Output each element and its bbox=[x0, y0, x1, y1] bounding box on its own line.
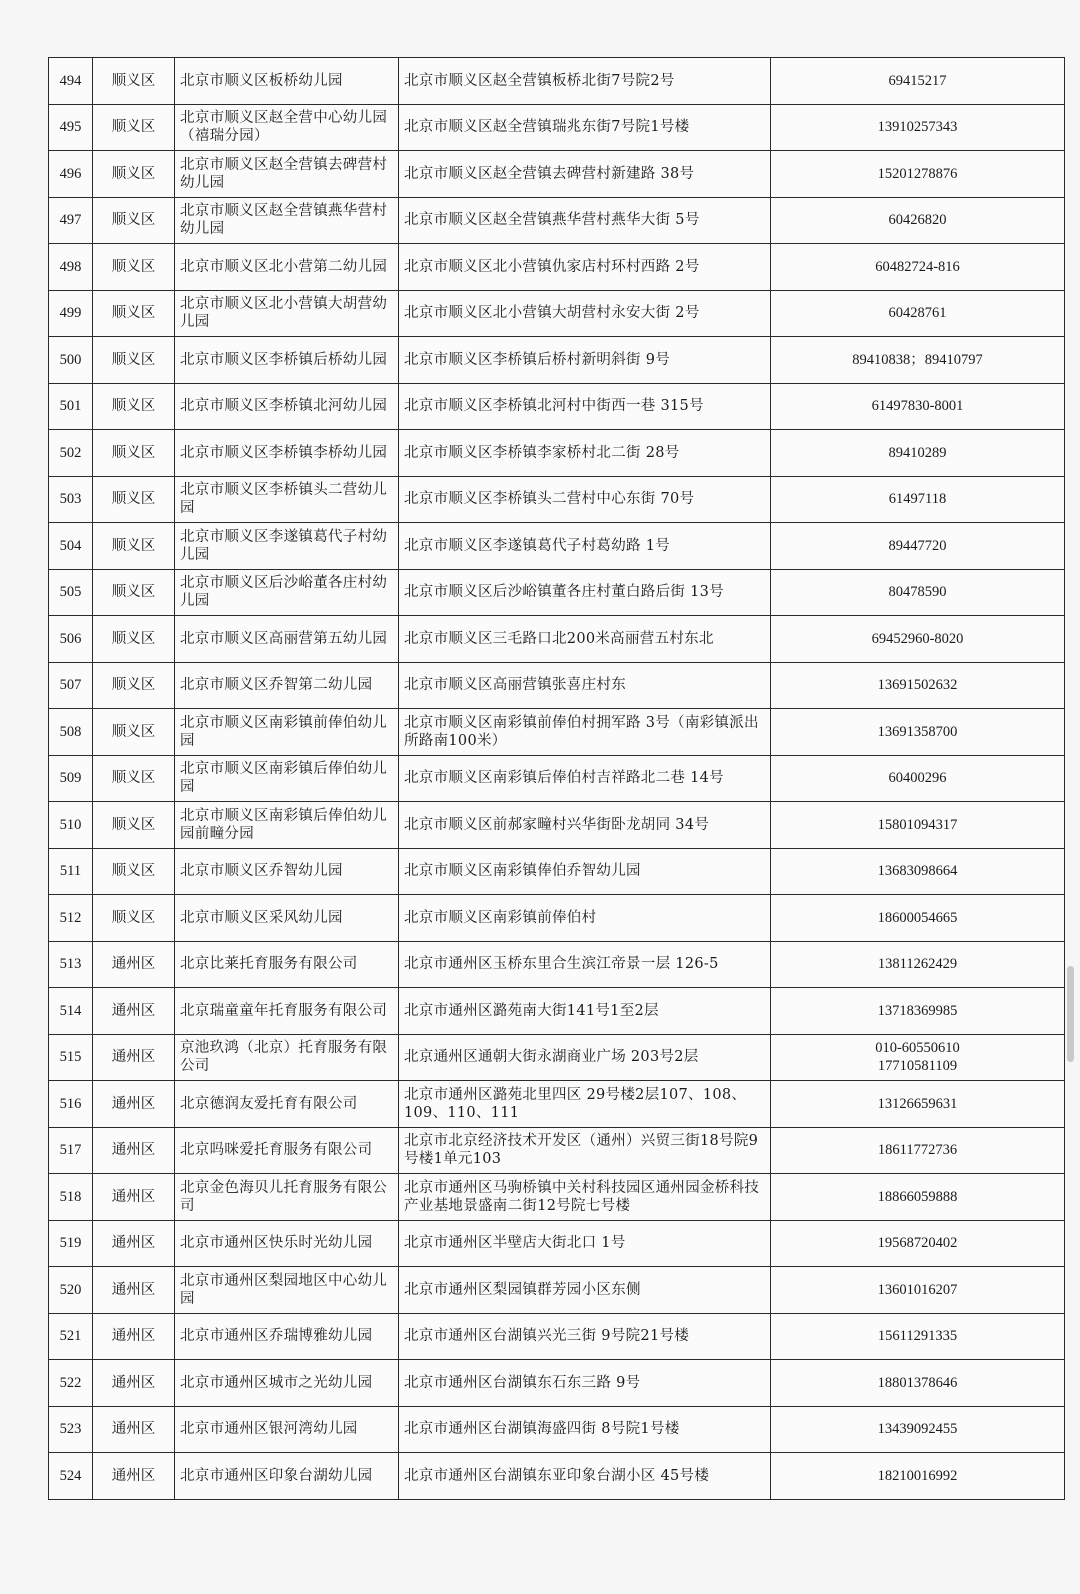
row-number: 504 bbox=[49, 523, 93, 570]
address-cell: 北京市通州区梨园镇群芳园小区东侧 bbox=[399, 1267, 771, 1314]
phone-cell: 69415217 bbox=[771, 58, 1065, 105]
row-number: 494 bbox=[49, 58, 93, 105]
phone-cell: 19568720402 bbox=[771, 1220, 1065, 1267]
phone-cell: 89410838；89410797 bbox=[771, 337, 1065, 384]
address-cell: 北京市顺义区前郝家疃村兴华街卧龙胡同 34号 bbox=[399, 802, 771, 849]
phone-cell: 13691502632 bbox=[771, 662, 1065, 709]
institution-name-cell: 北京市顺义区南彩镇后俸伯幼儿园前疃分园 bbox=[175, 802, 399, 849]
phone-cell: 15611291335 bbox=[771, 1313, 1065, 1360]
row-number: 512 bbox=[49, 895, 93, 942]
phone-cell: 15801094317 bbox=[771, 802, 1065, 849]
row-number: 501 bbox=[49, 383, 93, 430]
row-number: 524 bbox=[49, 1453, 93, 1500]
district-cell: 通州区 bbox=[93, 1081, 175, 1128]
district-cell: 顺义区 bbox=[93, 58, 175, 105]
phone-cell: 13126659631 bbox=[771, 1081, 1065, 1128]
institution-name-cell: 北京德润友爱托育有限公司 bbox=[175, 1081, 399, 1128]
row-number: 513 bbox=[49, 941, 93, 988]
district-cell: 顺义区 bbox=[93, 197, 175, 244]
address-cell: 北京市通州区台湖镇东亚印象台湖小区 45号楼 bbox=[399, 1453, 771, 1500]
address-cell: 北京市顺义区南彩镇前俸伯村 bbox=[399, 895, 771, 942]
table-row bbox=[49, 476, 1065, 523]
table-row bbox=[49, 1313, 1065, 1360]
table-row bbox=[49, 151, 1065, 198]
phone-cell: 80478590 bbox=[771, 569, 1065, 616]
phone-cell: 18210016992 bbox=[771, 1453, 1065, 1500]
institution-name-cell: 北京瑞童童年托育服务有限公司 bbox=[175, 988, 399, 1035]
address-cell: 北京市顺义区李遂镇葛代子村葛幼路 1号 bbox=[399, 523, 771, 570]
table-row bbox=[49, 383, 1065, 430]
row-number: 498 bbox=[49, 244, 93, 291]
address-cell: 北京市顺义区赵全营镇板桥北街7号院2号 bbox=[399, 58, 771, 105]
district-cell: 顺义区 bbox=[93, 383, 175, 430]
address-cell: 北京市顺义区南彩镇俸伯乔智幼儿园 bbox=[399, 848, 771, 895]
institution-name-cell: 京池玖鸿（北京）托育服务有限公司 bbox=[175, 1034, 399, 1081]
address-cell: 北京市顺义区李桥镇北河村中街西一巷 315号 bbox=[399, 383, 771, 430]
row-number: 500 bbox=[49, 337, 93, 384]
row-number: 523 bbox=[49, 1406, 93, 1453]
phone-cell: 13910257343 bbox=[771, 104, 1065, 151]
row-number: 505 bbox=[49, 569, 93, 616]
institution-name-cell: 北京市顺义区南彩镇后俸伯幼儿园 bbox=[175, 755, 399, 802]
table-row bbox=[49, 848, 1065, 895]
table-row bbox=[49, 337, 1065, 384]
district-cell: 顺义区 bbox=[93, 337, 175, 384]
address-cell: 北京市顺义区赵全营镇去碑营村新建路 38号 bbox=[399, 151, 771, 198]
table-row bbox=[49, 523, 1065, 570]
address-cell: 北京市顺义区南彩镇后俸伯村吉祥路北二巷 14号 bbox=[399, 755, 771, 802]
row-number: 522 bbox=[49, 1360, 93, 1407]
institution-name-cell: 北京市通州区梨园地区中心幼儿园 bbox=[175, 1267, 399, 1314]
table-row bbox=[49, 1267, 1065, 1314]
row-number: 517 bbox=[49, 1127, 93, 1174]
address-cell: 北京市顺义区后沙峪镇董各庄村董白路后街 13号 bbox=[399, 569, 771, 616]
district-cell: 通州区 bbox=[93, 1313, 175, 1360]
district-cell: 通州区 bbox=[93, 1034, 175, 1081]
district-cell: 顺义区 bbox=[93, 476, 175, 523]
row-number: 518 bbox=[49, 1174, 93, 1221]
district-cell: 顺义区 bbox=[93, 290, 175, 337]
institution-name-cell: 北京市顺义区乔智第二幼儿园 bbox=[175, 662, 399, 709]
phone-cell: 18611772736 bbox=[771, 1127, 1065, 1174]
institution-name-cell: 北京市通州区银河湾幼儿园 bbox=[175, 1406, 399, 1453]
phone-cell: 18801378646 bbox=[771, 1360, 1065, 1407]
row-number: 509 bbox=[49, 755, 93, 802]
district-cell: 通州区 bbox=[93, 941, 175, 988]
table-row bbox=[49, 1081, 1065, 1128]
institution-name-cell: 北京市顺义区板桥幼儿园 bbox=[175, 58, 399, 105]
institution-name-cell: 北京市顺义区李桥镇头二营幼儿园 bbox=[175, 476, 399, 523]
address-cell: 北京市通州区台湖镇东石东三路 9号 bbox=[399, 1360, 771, 1407]
district-cell: 通州区 bbox=[93, 1267, 175, 1314]
row-number: 502 bbox=[49, 430, 93, 477]
table-row bbox=[49, 941, 1065, 988]
district-cell: 顺义区 bbox=[93, 244, 175, 291]
institution-name-cell: 北京市顺义区采风幼儿园 bbox=[175, 895, 399, 942]
table-row bbox=[49, 430, 1065, 477]
institution-name-cell: 北京金色海贝儿托育服务有限公司 bbox=[175, 1174, 399, 1221]
phone-cell: 61497830-8001 bbox=[771, 383, 1065, 430]
table-row bbox=[49, 988, 1065, 1035]
phone-cell: 60482724-816 bbox=[771, 244, 1065, 291]
row-number: 516 bbox=[49, 1081, 93, 1128]
institution-name-cell: 北京市顺义区北小营镇大胡营幼儿园 bbox=[175, 290, 399, 337]
district-cell: 通州区 bbox=[93, 1174, 175, 1221]
row-number: 519 bbox=[49, 1220, 93, 1267]
table-row bbox=[49, 1406, 1065, 1453]
institution-name-cell: 北京市顺义区赵全营镇燕华营村幼儿园 bbox=[175, 197, 399, 244]
table-row bbox=[49, 755, 1065, 802]
district-cell: 通州区 bbox=[93, 1406, 175, 1453]
address-cell: 北京市顺义区赵全营镇燕华营村燕华大街 5号 bbox=[399, 197, 771, 244]
district-cell: 顺义区 bbox=[93, 802, 175, 849]
table-row bbox=[49, 1127, 1065, 1174]
district-cell: 通州区 bbox=[93, 1360, 175, 1407]
district-cell: 顺义区 bbox=[93, 616, 175, 663]
district-cell: 顺义区 bbox=[93, 709, 175, 756]
phone-cell: 010-60550610 17710581109 bbox=[771, 1034, 1065, 1081]
institution-name-cell: 北京市通州区印象台湖幼儿园 bbox=[175, 1453, 399, 1500]
district-cell: 顺义区 bbox=[93, 755, 175, 802]
table-row bbox=[49, 58, 1065, 105]
institution-name-cell: 北京市顺义区北小营第二幼儿园 bbox=[175, 244, 399, 291]
institution-name-cell: 北京市顺义区赵全营中心幼儿园（禧瑞分园） bbox=[175, 104, 399, 151]
institution-name-cell: 北京市通州区城市之光幼儿园 bbox=[175, 1360, 399, 1407]
district-cell: 顺义区 bbox=[93, 569, 175, 616]
address-cell: 北京市顺义区赵全营镇瑞兆东街7号院1号楼 bbox=[399, 104, 771, 151]
address-cell: 北京市通州区马驹桥镇中关村科技园区通州园金桥科技产业基地景盛南二街12号院七号楼 bbox=[399, 1174, 771, 1221]
table-row bbox=[49, 104, 1065, 151]
table-row bbox=[49, 1220, 1065, 1267]
row-number: 496 bbox=[49, 151, 93, 198]
phone-cell: 15201278876 bbox=[771, 151, 1065, 198]
institution-name-cell: 北京市顺义区赵全营镇去碑营村幼儿园 bbox=[175, 151, 399, 198]
phone-cell: 69452960-8020 bbox=[771, 616, 1065, 663]
address-cell: 北京市顺义区北小营镇仇家店村环村西路 2号 bbox=[399, 244, 771, 291]
district-cell: 通州区 bbox=[93, 1220, 175, 1267]
table-row bbox=[49, 197, 1065, 244]
table-row bbox=[49, 290, 1065, 337]
address-cell: 北京市顺义区高丽营镇张喜庄村东 bbox=[399, 662, 771, 709]
table-row bbox=[49, 1174, 1065, 1221]
table-row bbox=[49, 802, 1065, 849]
institution-name-cell: 北京市顺义区李遂镇葛代子村幼儿园 bbox=[175, 523, 399, 570]
row-number: 521 bbox=[49, 1313, 93, 1360]
kindergarten-table bbox=[48, 57, 1065, 1500]
institution-name-cell: 北京市顺义区乔智幼儿园 bbox=[175, 848, 399, 895]
phone-cell: 60426820 bbox=[771, 197, 1065, 244]
row-number: 514 bbox=[49, 988, 93, 1035]
phone-cell: 13683098664 bbox=[771, 848, 1065, 895]
phone-cell: 60428761 bbox=[771, 290, 1065, 337]
row-number: 520 bbox=[49, 1267, 93, 1314]
table-row bbox=[49, 616, 1065, 663]
row-number: 495 bbox=[49, 104, 93, 151]
institution-name-cell: 北京市通州区快乐时光幼儿园 bbox=[175, 1220, 399, 1267]
row-number: 503 bbox=[49, 476, 93, 523]
address-cell: 北京市通州区潞苑南大街141号1至2层 bbox=[399, 988, 771, 1035]
institution-name-cell: 北京市通州区乔瑞博雅幼儿园 bbox=[175, 1313, 399, 1360]
phone-cell: 60400296 bbox=[771, 755, 1065, 802]
institution-name-cell: 北京市顺义区李桥镇后桥幼儿园 bbox=[175, 337, 399, 384]
table-row bbox=[49, 1034, 1065, 1081]
row-number: 499 bbox=[49, 290, 93, 337]
address-cell: 北京市北京经济技术开发区（通州）兴贸三街18号院9号楼1单元103 bbox=[399, 1127, 771, 1174]
row-number: 506 bbox=[49, 616, 93, 663]
institution-name-cell: 北京吗咪爱托育服务有限公司 bbox=[175, 1127, 399, 1174]
phone-cell: 13691358700 bbox=[771, 709, 1065, 756]
institution-name-cell: 北京市顺义区南彩镇前俸伯幼儿园 bbox=[175, 709, 399, 756]
phone-cell: 89447720 bbox=[771, 523, 1065, 570]
phone-cell: 89410289 bbox=[771, 430, 1065, 477]
district-cell: 顺义区 bbox=[93, 523, 175, 570]
row-number: 497 bbox=[49, 197, 93, 244]
address-cell: 北京市顺义区南彩镇前俸伯村拥军路 3号（南彩镇派出所路南100米） bbox=[399, 709, 771, 756]
district-cell: 顺义区 bbox=[93, 104, 175, 151]
address-cell: 北京通州区通朝大街永湖商业广场 203号2层 bbox=[399, 1034, 771, 1081]
address-cell: 北京市顺义区三毛路口北200米高丽营五村东北 bbox=[399, 616, 771, 663]
district-cell: 通州区 bbox=[93, 1127, 175, 1174]
address-cell: 北京市顺义区李桥镇李家桥村北二街 28号 bbox=[399, 430, 771, 477]
district-cell: 顺义区 bbox=[93, 151, 175, 198]
district-cell: 通州区 bbox=[93, 988, 175, 1035]
table-row bbox=[49, 709, 1065, 756]
address-cell: 北京市顺义区李桥镇头二营村中心东街 70号 bbox=[399, 476, 771, 523]
row-number: 510 bbox=[49, 802, 93, 849]
district-cell: 顺义区 bbox=[93, 662, 175, 709]
address-cell: 北京市通州区半壁店大街北口 1号 bbox=[399, 1220, 771, 1267]
institution-name-cell: 北京比莱托育服务有限公司 bbox=[175, 941, 399, 988]
address-cell: 北京市通州区台湖镇兴光三街 9号院21号楼 bbox=[399, 1313, 771, 1360]
institution-name-cell: 北京市顺义区高丽营第五幼儿园 bbox=[175, 616, 399, 663]
row-number: 508 bbox=[49, 709, 93, 756]
phone-cell: 13718369985 bbox=[771, 988, 1065, 1035]
address-cell: 北京市顺义区李桥镇后桥村新明斜街 9号 bbox=[399, 337, 771, 384]
table-row bbox=[49, 244, 1065, 291]
district-cell: 顺义区 bbox=[93, 848, 175, 895]
row-number: 511 bbox=[49, 848, 93, 895]
phone-cell: 18866059888 bbox=[771, 1174, 1065, 1221]
table-row bbox=[49, 1453, 1065, 1500]
row-number: 507 bbox=[49, 662, 93, 709]
table-row bbox=[49, 662, 1065, 709]
phone-cell: 13811262429 bbox=[771, 941, 1065, 988]
institution-name-cell: 北京市顺义区李桥镇李桥幼儿园 bbox=[175, 430, 399, 477]
district-cell: 顺义区 bbox=[93, 895, 175, 942]
table-row bbox=[49, 1360, 1065, 1407]
address-cell: 北京市通州区潞苑北里四区 29号楼2层107、108、109、110、111 bbox=[399, 1081, 771, 1128]
address-cell: 北京市顺义区北小营镇大胡营村永安大街 2号 bbox=[399, 290, 771, 337]
institution-name-cell: 北京市顺义区后沙峪董各庄村幼儿园 bbox=[175, 569, 399, 616]
phone-cell: 18600054665 bbox=[771, 895, 1065, 942]
district-cell: 顺义区 bbox=[93, 430, 175, 477]
table-row bbox=[49, 569, 1065, 616]
phone-cell: 13439092455 bbox=[771, 1406, 1065, 1453]
district-cell: 通州区 bbox=[93, 1453, 175, 1500]
vertical-scrollbar[interactable] bbox=[1067, 966, 1074, 1062]
address-cell: 北京市通州区玉桥东里合生滨江帝景一层 126-5 bbox=[399, 941, 771, 988]
row-number: 515 bbox=[49, 1034, 93, 1081]
phone-cell: 13601016207 bbox=[771, 1267, 1065, 1314]
table-row bbox=[49, 895, 1065, 942]
institution-name-cell: 北京市顺义区李桥镇北河幼儿园 bbox=[175, 383, 399, 430]
address-cell: 北京市通州区台湖镇海盛四街 8号院1号楼 bbox=[399, 1406, 771, 1453]
table-body bbox=[49, 58, 1065, 1500]
phone-cell: 61497118 bbox=[771, 476, 1065, 523]
